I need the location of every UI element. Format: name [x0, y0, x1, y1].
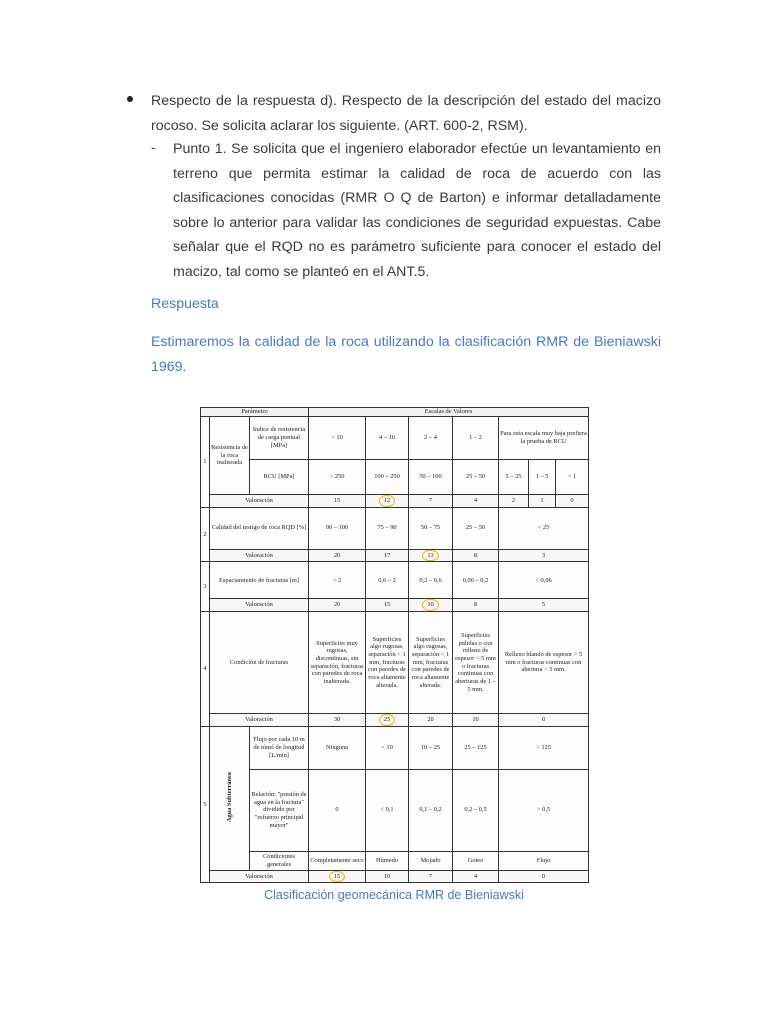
table-cell: 0	[309, 769, 366, 851]
valoracion-label: Valoración	[210, 495, 309, 508]
rating-cell: 4	[453, 495, 499, 508]
table-cell: Completamente seco	[309, 851, 366, 870]
table-cell: Superficies pulidas o con relleno de espesor < 5 mm o fracturas continuas con aberturas de 1 – 5 mm.	[453, 612, 499, 714]
table-cell: Ninguna	[309, 726, 366, 769]
rating-cell-selected	[366, 495, 409, 508]
figure-caption: Clasificación geomecánica RMR de Bieniawski	[264, 888, 524, 902]
highlight-circle: 13	[422, 550, 438, 562]
rating-cell: 8	[453, 599, 499, 612]
table-cell: < 10	[366, 726, 409, 769]
list-dash: -	[151, 139, 156, 155]
table-cell: < 0,1	[366, 769, 409, 851]
table-note: Para esta escala muy baja prefiera la prueba de RCU	[499, 417, 589, 460]
table-cell: Mojado	[409, 851, 453, 870]
table-cell: Goteo	[453, 851, 499, 870]
point-1-paragraph: Punto 1. Se solicita que el ingeniero elaborador efectúe un levantamiento en terreno que permita estimar la calidad de roca de acuerdo con las clasificaciones conocidas (RMR O Q de Barton) e informar detalladamente sobre lo anterior para validar las condiciones de seguridad expuestas. Cabe señalar que el RQD no es parámetro suficiente para conocer el estado del macizo, tal como se planteó en el ANT.5.	[173, 141, 661, 280]
rating-cell-selected	[309, 870, 366, 883]
table-cell: 10 – 25	[409, 726, 453, 769]
rating-cell-selected	[409, 599, 453, 612]
rating-cell: 30	[309, 714, 366, 727]
header-parametro: Parámetro	[201, 408, 309, 417]
table-cell: < 1	[556, 460, 589, 495]
row-number: 5	[201, 726, 210, 883]
rating-cell: 0	[499, 714, 589, 727]
bullet-paragraph: Respecto de la respuesta d). Respecto de la descripción del estado del macizo rocoso. Se solicita aclarar los siguiente. (ART. 600-2, RSM).	[151, 93, 661, 134]
table-cell: 100 – 250	[366, 460, 409, 495]
table-cell: 5 – 25	[499, 460, 529, 495]
param-condicion: Condición de fracturas	[210, 612, 309, 714]
table-cell: Superficies algo rugosas, separación < 1 mm, fracturas con paredes de roca altamente alterada.	[409, 612, 453, 714]
param-agua	[210, 726, 250, 870]
table-cell: Húmedo	[366, 851, 409, 870]
row-number: 2	[201, 507, 210, 562]
header-escalas: Escalas de Valores	[309, 408, 589, 417]
rating-cell: 10	[453, 714, 499, 727]
table-cell: Superficies algo rugosas, separación < 1 mm, fracturas con paredes de roca altamente alterada.	[366, 612, 409, 714]
rating-cell: 20	[309, 599, 366, 612]
table-cell: 50 – 75	[409, 507, 453, 549]
highlight-circle: 10	[422, 599, 438, 611]
rating-cell: 20	[409, 714, 453, 727]
table-cell: 4 – 10	[366, 417, 409, 460]
rating-cell: 20	[309, 549, 366, 562]
row-number: 3	[201, 562, 210, 612]
rating-cell-selected	[409, 549, 453, 562]
table-cell: 1 – 2	[453, 417, 499, 460]
table-cell: > 125	[499, 726, 589, 769]
rating-cell: 5	[499, 599, 589, 612]
table-cell: 2 – 4	[409, 417, 453, 460]
rating-cell: 15	[366, 599, 409, 612]
param-espaciamiento: Espaciamiento de fracturas [m]	[210, 562, 309, 599]
row-number: 4	[201, 612, 210, 727]
param-rqd: Calidad del testigo de roca RQD [%]	[210, 507, 309, 549]
rating-cell-selected	[366, 714, 409, 727]
valoracion-label: Valoración	[210, 549, 309, 562]
table-cell: 25 – 50	[453, 460, 499, 495]
table-cell: 75 – 90	[366, 507, 409, 549]
table-cell: 0,06 – 0,2	[453, 562, 499, 599]
table-cell: Superficies muy rugosas, discontinuas, sin separación, fracturas con paredes de roca inalterada.	[309, 612, 366, 714]
bullet-dot	[127, 96, 133, 102]
param-rcu: RCU [MPa]	[250, 460, 309, 495]
rating-cell: 17	[366, 549, 409, 562]
table-cell: > 10	[309, 417, 366, 460]
row-number: 1	[201, 417, 210, 508]
param-flujo: Flujo por cada 10 m de túnel de longitud [L/min]	[250, 726, 309, 769]
table-cell: 0,1 – 0,2	[409, 769, 453, 851]
valoracion-label: Valoración	[210, 714, 309, 727]
rating-cell: 8	[453, 549, 499, 562]
rating-cell: 7	[409, 870, 453, 883]
highlight-circle: 12	[379, 495, 395, 507]
rating-cell: 10	[366, 870, 409, 883]
agua-vertical-label: Agua Subterránea	[225, 771, 233, 823]
table-cell: > 2	[309, 562, 366, 599]
table-cell: > 250	[309, 460, 366, 495]
table-cell: Flujo	[499, 851, 589, 870]
table-cell: 0,2 – 0,6	[409, 562, 453, 599]
response-body: Estimaremos la calidad de la roca utilizando la clasificación RMR de Bieniawski 1969.	[151, 334, 661, 375]
param-presion: Relación: "presión de agua en la fractura" dividido por "esfuerzo principal mayor"	[250, 769, 309, 851]
highlight-circle: 25	[379, 714, 395, 726]
table-cell: 1 – 5	[529, 460, 556, 495]
table-cell: Relleno blando de espesor > 5 mm o fracturas continuas con abertura > 5 mm.	[499, 612, 589, 714]
table-cell: < 25	[499, 507, 589, 549]
table-cell: 50 – 100	[409, 460, 453, 495]
rmr-table	[200, 407, 589, 883]
param-condiciones-generales: Condiciones generales	[250, 851, 309, 870]
valoracion-label: Valoración	[210, 599, 309, 612]
response-heading: Respuesta	[151, 296, 219, 312]
rating-cell: 1	[529, 495, 556, 508]
rmr-table-figure	[200, 407, 588, 880]
rating-cell: 15	[309, 495, 366, 508]
table-cell: 90 – 100	[309, 507, 366, 549]
rating-cell: 0	[556, 495, 589, 508]
table-cell: 25 – 125	[453, 726, 499, 769]
table-cell: 25 – 50	[453, 507, 499, 549]
rating-cell: 7	[409, 495, 453, 508]
rating-cell: 3	[499, 549, 589, 562]
highlight-circle: 15	[329, 871, 345, 883]
table-cell: < 0,06	[499, 562, 589, 599]
rating-cell: 4	[453, 870, 499, 883]
param-resistencia: Resistencia de la roca inalterada	[210, 417, 250, 495]
param-carga-puntual: Índice de resistencia de carga puntual [MPa]	[250, 417, 309, 460]
valoracion-label: Valoración	[210, 870, 309, 883]
table-cell: > 0,5	[499, 769, 589, 851]
table-cell: 0,6 – 2	[366, 562, 409, 599]
table-cell: 0,2 – 0,5	[453, 769, 499, 851]
rating-cell: 2	[499, 495, 529, 508]
rating-cell: 0	[499, 870, 589, 883]
